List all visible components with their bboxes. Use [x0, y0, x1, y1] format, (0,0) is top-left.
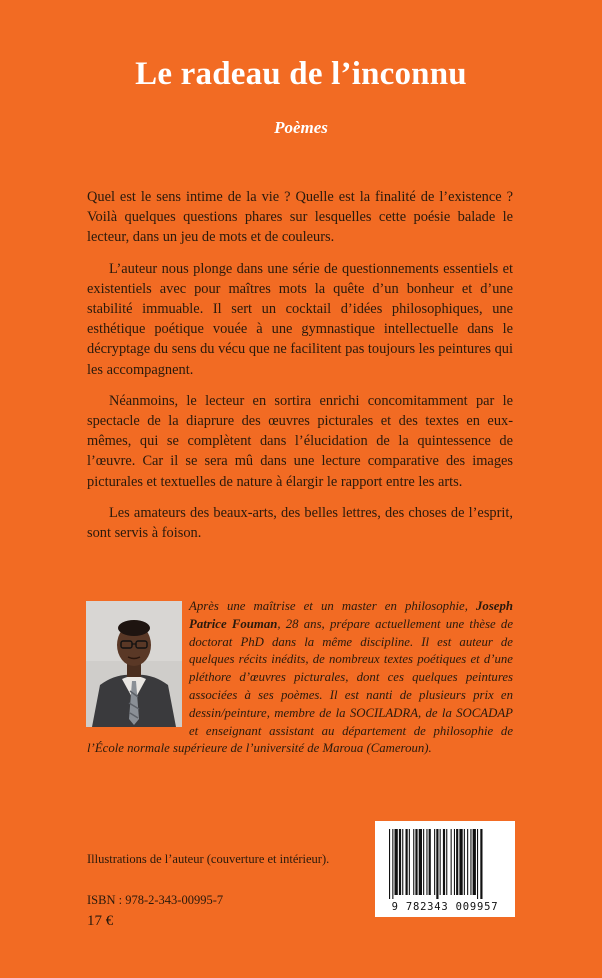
barcode-bar [415, 829, 417, 895]
barcode [375, 821, 515, 917]
author-bio-prefix: Après une maîtrise et un master en philosophie, [189, 599, 477, 613]
barcode-bar [480, 829, 482, 899]
barcode-bar [470, 829, 471, 895]
barcode-bar [389, 829, 390, 899]
barcode-bar [406, 829, 408, 895]
barcode-bar [446, 829, 447, 895]
barcode-bar [477, 829, 478, 899]
barcode-bar [454, 829, 455, 895]
barcode-bar [434, 829, 435, 895]
barcode-bar [419, 829, 422, 895]
barcode-bar [436, 829, 438, 899]
barcode-bar [464, 829, 465, 895]
barcode-bar [409, 829, 410, 895]
blurb [87, 187, 513, 554]
illustrations-credit: Illustrations de l’auteur (couverture et intérieur). [87, 852, 330, 866]
barcode-bar [413, 829, 414, 895]
price: 17 € [87, 913, 114, 929]
barcode-bar [402, 829, 403, 895]
barcode-bar [473, 829, 476, 895]
blurb-paragraph: Quel est le sens intime de la vie ? Quelle est la finalité de l’existence ? Voilà quelques questions phares sur lesquelles cette poésie balade le lecteur, dans un jeu de mots et de couleurs. [87, 189, 513, 246]
book-subtitle: Poèmes [274, 118, 328, 137]
barcode-bar [443, 829, 445, 895]
barcode-bar [456, 829, 458, 895]
author-bio [87, 598, 513, 758]
author-bio-text: , 28 ans, prépare actuellement une thèse de doctorat PhD dans la même discipline. Il est auteur de quelques récits inédits, de nombreux textes poétiques et d’une pléthore d’œuvres picturales, dont ces quelques peintures associées à ses poèmes. Il est nanti de plusieurs prix en dessin/peinture, membre de la SOCILADRA, de la SOCADAP et enseignant assistant au département de philosophie de l’École normale supérieure de l’université de Maroua (Cameroun). [87, 616, 513, 756]
barcode-bar [426, 829, 427, 895]
barcode-icon [375, 821, 515, 901]
barcode-bar [451, 829, 452, 895]
author-name: Joseph Patrice Fouman [189, 599, 513, 631]
barcode-bar [423, 829, 424, 895]
barcode-number: 9 782343 009957 [391, 901, 499, 913]
isbn: ISBN : 978-2-343-00995-7 [87, 893, 224, 907]
blurb-paragraph: Les amateurs des beaux-arts, des belles lettres, des choses de l’esprit, sont servis à foison. [87, 504, 513, 542]
blurb-paragraph: L’auteur nous plonge dans une série de questionnements essentiels et existentiels avec pour maîtres mots la quête d’un bonheur et d’une stabilité immuable. Il sert un cocktail d’idées philosophiques, une esthétique poétique vouée à une gymnastique intellectuelle dans le décryptage du sens du vécu que ne facilitent pas toujours les peintures qui les accompagnent. [87, 260, 513, 378]
barcode-bar [440, 829, 441, 895]
book-title: Le radeau de l’inconnu [135, 56, 467, 92]
barcode-bar [399, 829, 401, 895]
barcode-bar [429, 829, 431, 895]
blurb-paragraph: Néanmoins, le lecteur en sortira enrichi concomitamment par le spectacle de la diaprure des œuvres picturales et des textes en eux-mêmes, qui se complètent dans l’élucidation de la quintessence de l’œuvre. Car il se sera mû dans une lecture comparative des images picturales et textuelles de nature à élargir le rapport entre les arts. [87, 392, 513, 490]
barcode-bar [467, 829, 468, 895]
barcode-bar [395, 829, 398, 895]
barcode-bar [459, 829, 462, 895]
barcode-bar [392, 829, 393, 899]
